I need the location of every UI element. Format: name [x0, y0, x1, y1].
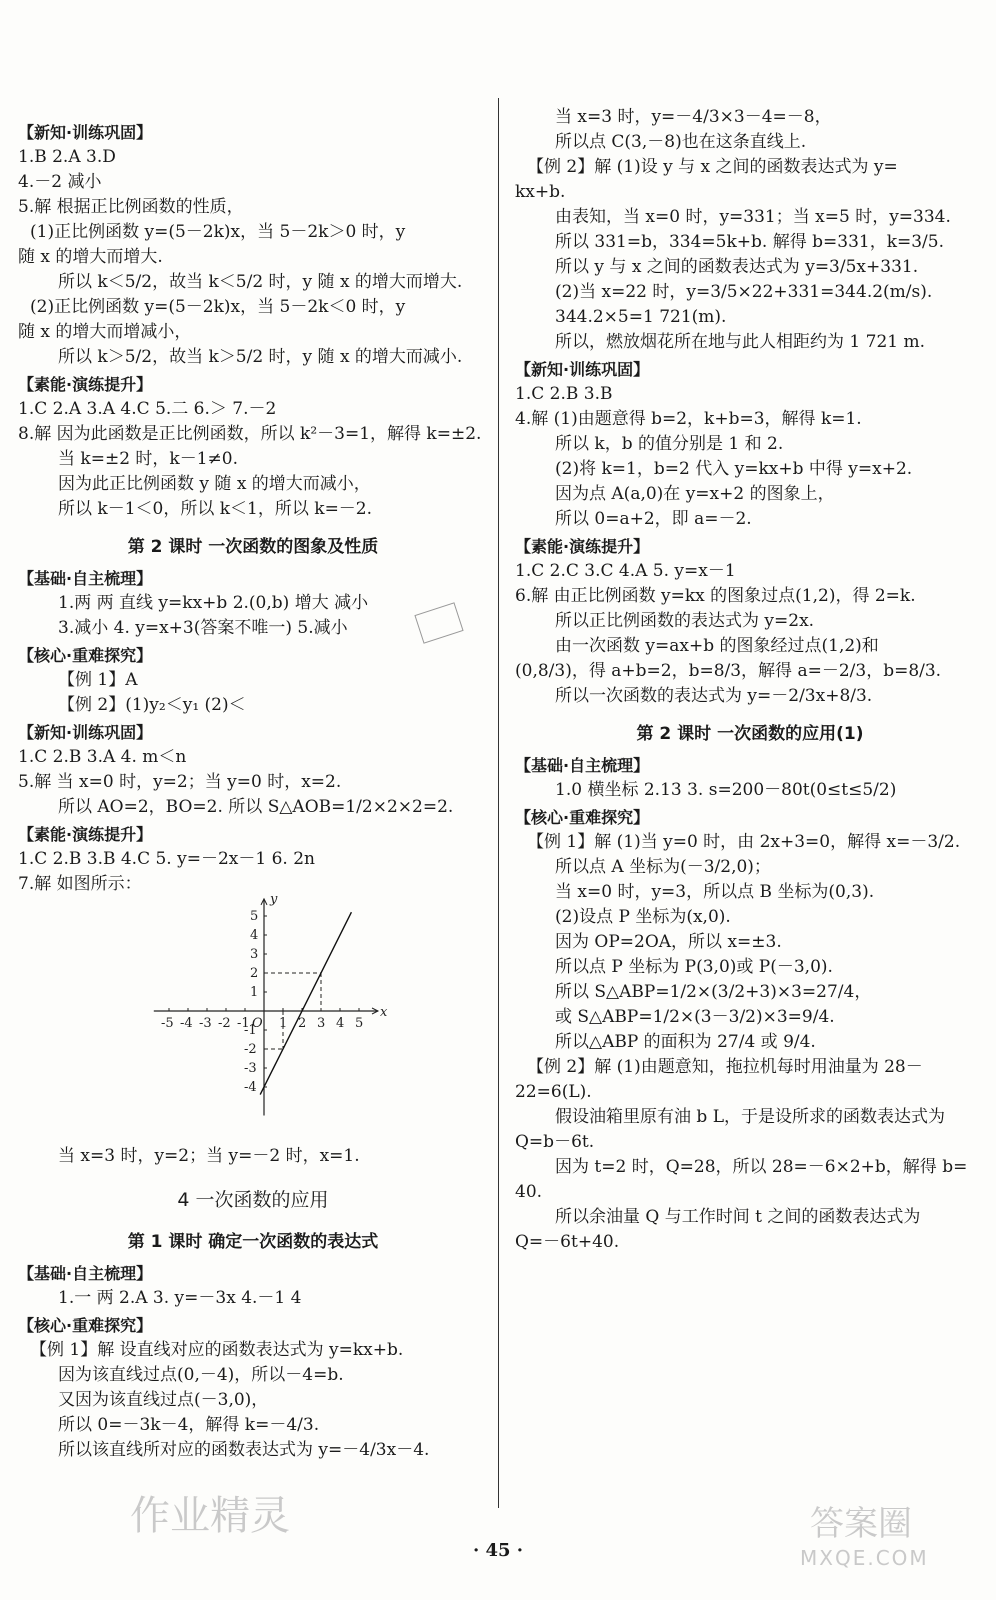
- answer-line: 因为此正比例函数 y 随 x 的增大而减小，: [58, 474, 371, 494]
- answer-line: 因为点 A(a,0)在 y=x+2 的图象上，: [555, 484, 835, 504]
- y-axis-label: y: [270, 891, 278, 907]
- answer-line: 所以 331=b，334=5k+b. 解得 b=331，k=3/5.: [555, 232, 945, 252]
- y-tick-label: 5: [250, 909, 259, 924]
- left-column: [18, 118, 488, 1463]
- answer-line: 因为 OP=2OA，所以 x=±3.: [555, 932, 782, 952]
- section-heading: 【素能·演练提升】: [18, 375, 153, 394]
- section-heading: 【基础·自主梳理】: [18, 1264, 153, 1283]
- y-tick-label: 1: [250, 985, 259, 1000]
- answer-line: 【例 1】解 (1)当 y=0 时，由 2x+3=0，解得 x=－3/2.: [527, 832, 961, 852]
- answer-line: 由一次函数 y=ax+b 的图象经过点(1,2)和: [555, 636, 879, 656]
- answer-line: 22=6(L).: [515, 1082, 592, 1102]
- answer-line: 随 x 的增大而增大.: [18, 247, 163, 267]
- answer-line: 6.解 由正比例函数 y=kx 的图象过点(1,2)，得 2=k.: [515, 586, 916, 606]
- answer-line: 1.C 2.B 3.B 4.C 5. y=－2x－1 6. 2n: [18, 849, 315, 869]
- x-tick-label: -2: [218, 1016, 231, 1031]
- answer-line: 所以该直线所对应的函数表达式为 y=－4/3x－4.: [58, 1440, 430, 1460]
- answer-line: (2)当 x=22 时，y=3/5×22+331=344.2(m/s).: [555, 282, 933, 302]
- answer-line: 所以正比例函数的表达式为 y=2x.: [555, 611, 815, 631]
- answer-line: 当 x=0 时，y=3，所以点 B 坐标为(0,3).: [555, 882, 875, 902]
- answer-line: 所以 k＞5/2，故当 k＞5/2 时，y 随 x 的增大而减小.: [58, 347, 463, 367]
- section-heading: 【新知·训练巩固】: [18, 123, 153, 142]
- watermark-right: 答案圈: [810, 1504, 912, 1544]
- x-tick-label: 4: [336, 1016, 345, 1031]
- answer-line: (2)设点 P 坐标为(x,0).: [555, 907, 731, 927]
- answer-line: 1.两 两 直线 y=kx+b 2.(0,b) 增大 减小: [58, 593, 369, 613]
- column-divider: [498, 98, 499, 1508]
- answer-line: 所以 0=a+2，即 a=－2.: [555, 509, 752, 529]
- answer-line: 所以 0=－3k－4，解得 k=－4/3.: [58, 1415, 320, 1435]
- answer-line: 5.解 当 x=0 时，y=2；当 y=0 时，x=2.: [18, 772, 342, 792]
- answer-line: 【例 2】解 (1)设 y 与 x 之间的函数表达式为 y=: [527, 157, 898, 177]
- answer-line: 8.解 因为此函数是正比例函数，所以 k²－3=1，解得 k=±2.: [18, 424, 482, 444]
- answer-line: 所以 k＜5/2，故当 k＜5/2 时，y 随 x 的增大而增大.: [58, 272, 463, 292]
- function-graph: [144, 891, 388, 1133]
- lesson-title-application: 第 2 课时 一次函数的应用(1): [636, 724, 864, 744]
- answer-line: 【例 1】解 设直线对应的函数表达式为 y=kx+b.: [30, 1340, 404, 1360]
- answer-line: 【例 1】A: [58, 670, 138, 690]
- answer-line: 所以 y 与 x 之间的函数表达式为 y=3/5x+331.: [555, 257, 919, 277]
- function-line: [260, 912, 351, 1094]
- answer-line: 1.C 2.A 3.A 4.C 5.二 6.＞ 7.－2: [18, 399, 277, 419]
- section-heading: 【核心·重难探究】: [18, 1316, 153, 1335]
- x-tick-label: 5: [355, 1016, 364, 1031]
- lesson-title-graph: 第 2 课时 一次函数的图象及性质: [127, 537, 379, 557]
- origin-label: O: [252, 1016, 263, 1031]
- answer-line: (0,8/3)，得 a+b=2，b=8/3，解得 a=－2/3，b=8/3.: [515, 661, 942, 681]
- section-heading: 【核心·重难探究】: [515, 808, 650, 827]
- answer-line: 4.解 (1)由题意得 b=2，k+b=3，解得 k=1.: [515, 409, 862, 429]
- section-title: 4 一次函数的应用: [177, 1189, 329, 1211]
- answer-line: 因为 t=2 时，Q=28，所以 28=－6×2+b，解得 b=: [555, 1157, 968, 1177]
- answer-line: 当 x=3 时，y=－4/3×3－4=－8，: [555, 107, 832, 127]
- answer-line: 所以 AO=2，BO=2. 所以 S△AOB=1/2×2×2=2.: [58, 797, 454, 817]
- answer-line: kx+b.: [515, 182, 566, 202]
- answer-line: 1.0 横坐标 2.13 3. s=200－80t(0≤t≤5/2): [555, 780, 897, 800]
- x-tick-label: -5: [161, 1016, 174, 1031]
- answer-line: 由表知，当 x=0 时，y=331；当 x=5 时，y=334.: [555, 207, 951, 227]
- y-tick-label: 3: [250, 947, 259, 962]
- section-heading: 【核心·重难探究】: [18, 646, 153, 665]
- graph-conclusion: 当 x=3 时，y=2；当 y=－2 时，x=1.: [58, 1146, 360, 1166]
- answer-line: 所以点 C(3,－8)也在这条直线上.: [555, 132, 807, 152]
- section-heading: 【新知·训练巩固】: [515, 360, 650, 379]
- answer-line: 所以 S△ABP=1/2×(3/2+3)×3=27/4，: [555, 982, 872, 1002]
- answer-line: (2)正比例函数 y=(5－2k)x，当 5－2k＜0 时，y: [30, 297, 406, 317]
- answer-line: 40.: [515, 1182, 543, 1202]
- y-tick-label: 2: [250, 966, 259, 981]
- y-tick-label: -2: [244, 1042, 257, 1057]
- x-tick-label: -1: [237, 1016, 250, 1031]
- answer-line: 所以△ABP 的面积为 27/4 或 9/4.: [555, 1032, 816, 1052]
- answer-line: 3.减小 4. y=x+3(答案不唯一) 5.减小: [58, 618, 348, 638]
- answer-line: 所以点 P 坐标为 P(3,0)或 P(－3,0).: [555, 957, 833, 977]
- answer-line: 所以 k，b 的值分别是 1 和 2.: [555, 434, 784, 454]
- y-tick-label: -3: [244, 1061, 257, 1076]
- answer-line: 1.B 2.A 3.D: [18, 147, 116, 167]
- answer-line: 【例 2】(1)y₂＜y₁ (2)＜: [58, 695, 246, 715]
- answer-line: 所以点 A 坐标为(－3/2,0)；: [555, 857, 771, 877]
- answer-line: 或 S△ABP=1/2×(3－3/2)×3=9/4.: [555, 1007, 835, 1027]
- answer-line: 【例 2】解 (1)由题意知，拖拉机每时用油量为 28－: [527, 1057, 923, 1077]
- y-tick-label: -4: [244, 1080, 257, 1095]
- right-block-1: [515, 105, 985, 709]
- right-column: [515, 105, 985, 1255]
- section-heading: 【基础·自主梳理】: [515, 756, 650, 775]
- section-heading: 【新知·训练巩固】: [18, 723, 153, 742]
- answer-line: (2)将 k=1，b=2 代入 y=kx+b 中得 y=x+2.: [555, 459, 913, 479]
- answer-line: 当 k=±2 时，k－1≠0.: [58, 449, 238, 469]
- answer-line: 1.C 2.B 3.B: [515, 384, 613, 404]
- answer-line: Q=b－6t.: [515, 1132, 595, 1152]
- answer-line: 所以，燃放烟花所在地与此人相距约为 1 721 m.: [555, 332, 925, 352]
- page-number: · 45 ·: [472, 1540, 524, 1561]
- left-block-3: [18, 1261, 488, 1463]
- answer-line: 又因为该直线过点(－3,0)，: [58, 1390, 269, 1410]
- answer-line: 344.2×5=1 721(m).: [555, 307, 727, 327]
- answer-line: 5.解 根据正比例函数的性质，: [18, 197, 244, 217]
- x-tick-label: 3: [317, 1016, 326, 1031]
- watermark-left: 作业精灵: [130, 1493, 290, 1539]
- right-block-2: [515, 753, 985, 1255]
- answer-line: 因为该直线过点(0,－4)，所以－4=b.: [58, 1365, 344, 1385]
- answer-line: 所以 k－1＜0，所以 k＜1，所以 k=－2.: [58, 499, 373, 519]
- x-axis-label: x: [380, 1005, 388, 1020]
- section-heading: 【基础·自主梳理】: [18, 569, 153, 588]
- y-tick-label: -1: [244, 1023, 257, 1038]
- section-heading: 【素能·演练提升】: [18, 825, 153, 844]
- x-tick-label: -3: [199, 1016, 212, 1031]
- answer-line: 所以余油量 Q 与工作时间 t 之间的函数表达式为: [555, 1207, 921, 1227]
- answer-line: 1.C 2.B 3.A 4. m＜n: [18, 747, 187, 767]
- answer-line: 7.解 如图所示：: [18, 874, 142, 894]
- answer-line: 随 x 的增大而增减小，: [18, 322, 192, 342]
- x-tick-label: 2: [298, 1016, 307, 1031]
- answer-line: Q=－6t+40.: [515, 1232, 620, 1252]
- answer-line: 所以一次函数的表达式为 y=－2/3x+8/3.: [555, 686, 873, 706]
- left-block-1: [18, 120, 488, 522]
- lesson-title-expression: 第 1 课时 确定一次函数的表达式: [127, 1232, 379, 1252]
- answer-line: 1.C 2.C 3.C 4.A 5. y=x－1: [515, 561, 736, 581]
- answer-line: 4.－2 减小: [18, 172, 102, 192]
- answer-line: (1)正比例函数 y=(5－2k)x，当 5－2k＞0 时，y: [30, 222, 406, 242]
- section-heading: 【素能·演练提升】: [515, 537, 650, 556]
- answer-line: 1.一 两 2.A 3. y=－3x 4.－1 4: [58, 1288, 302, 1308]
- x-tick-label: 1: [279, 1016, 288, 1031]
- watermark-url: MXQE.COM: [800, 1546, 929, 1570]
- answer-line: 假设油箱里原有油 b L，于是设所求的函数表达式为: [555, 1107, 945, 1127]
- y-tick-label: 4: [250, 928, 259, 943]
- x-tick-label: -4: [180, 1016, 193, 1031]
